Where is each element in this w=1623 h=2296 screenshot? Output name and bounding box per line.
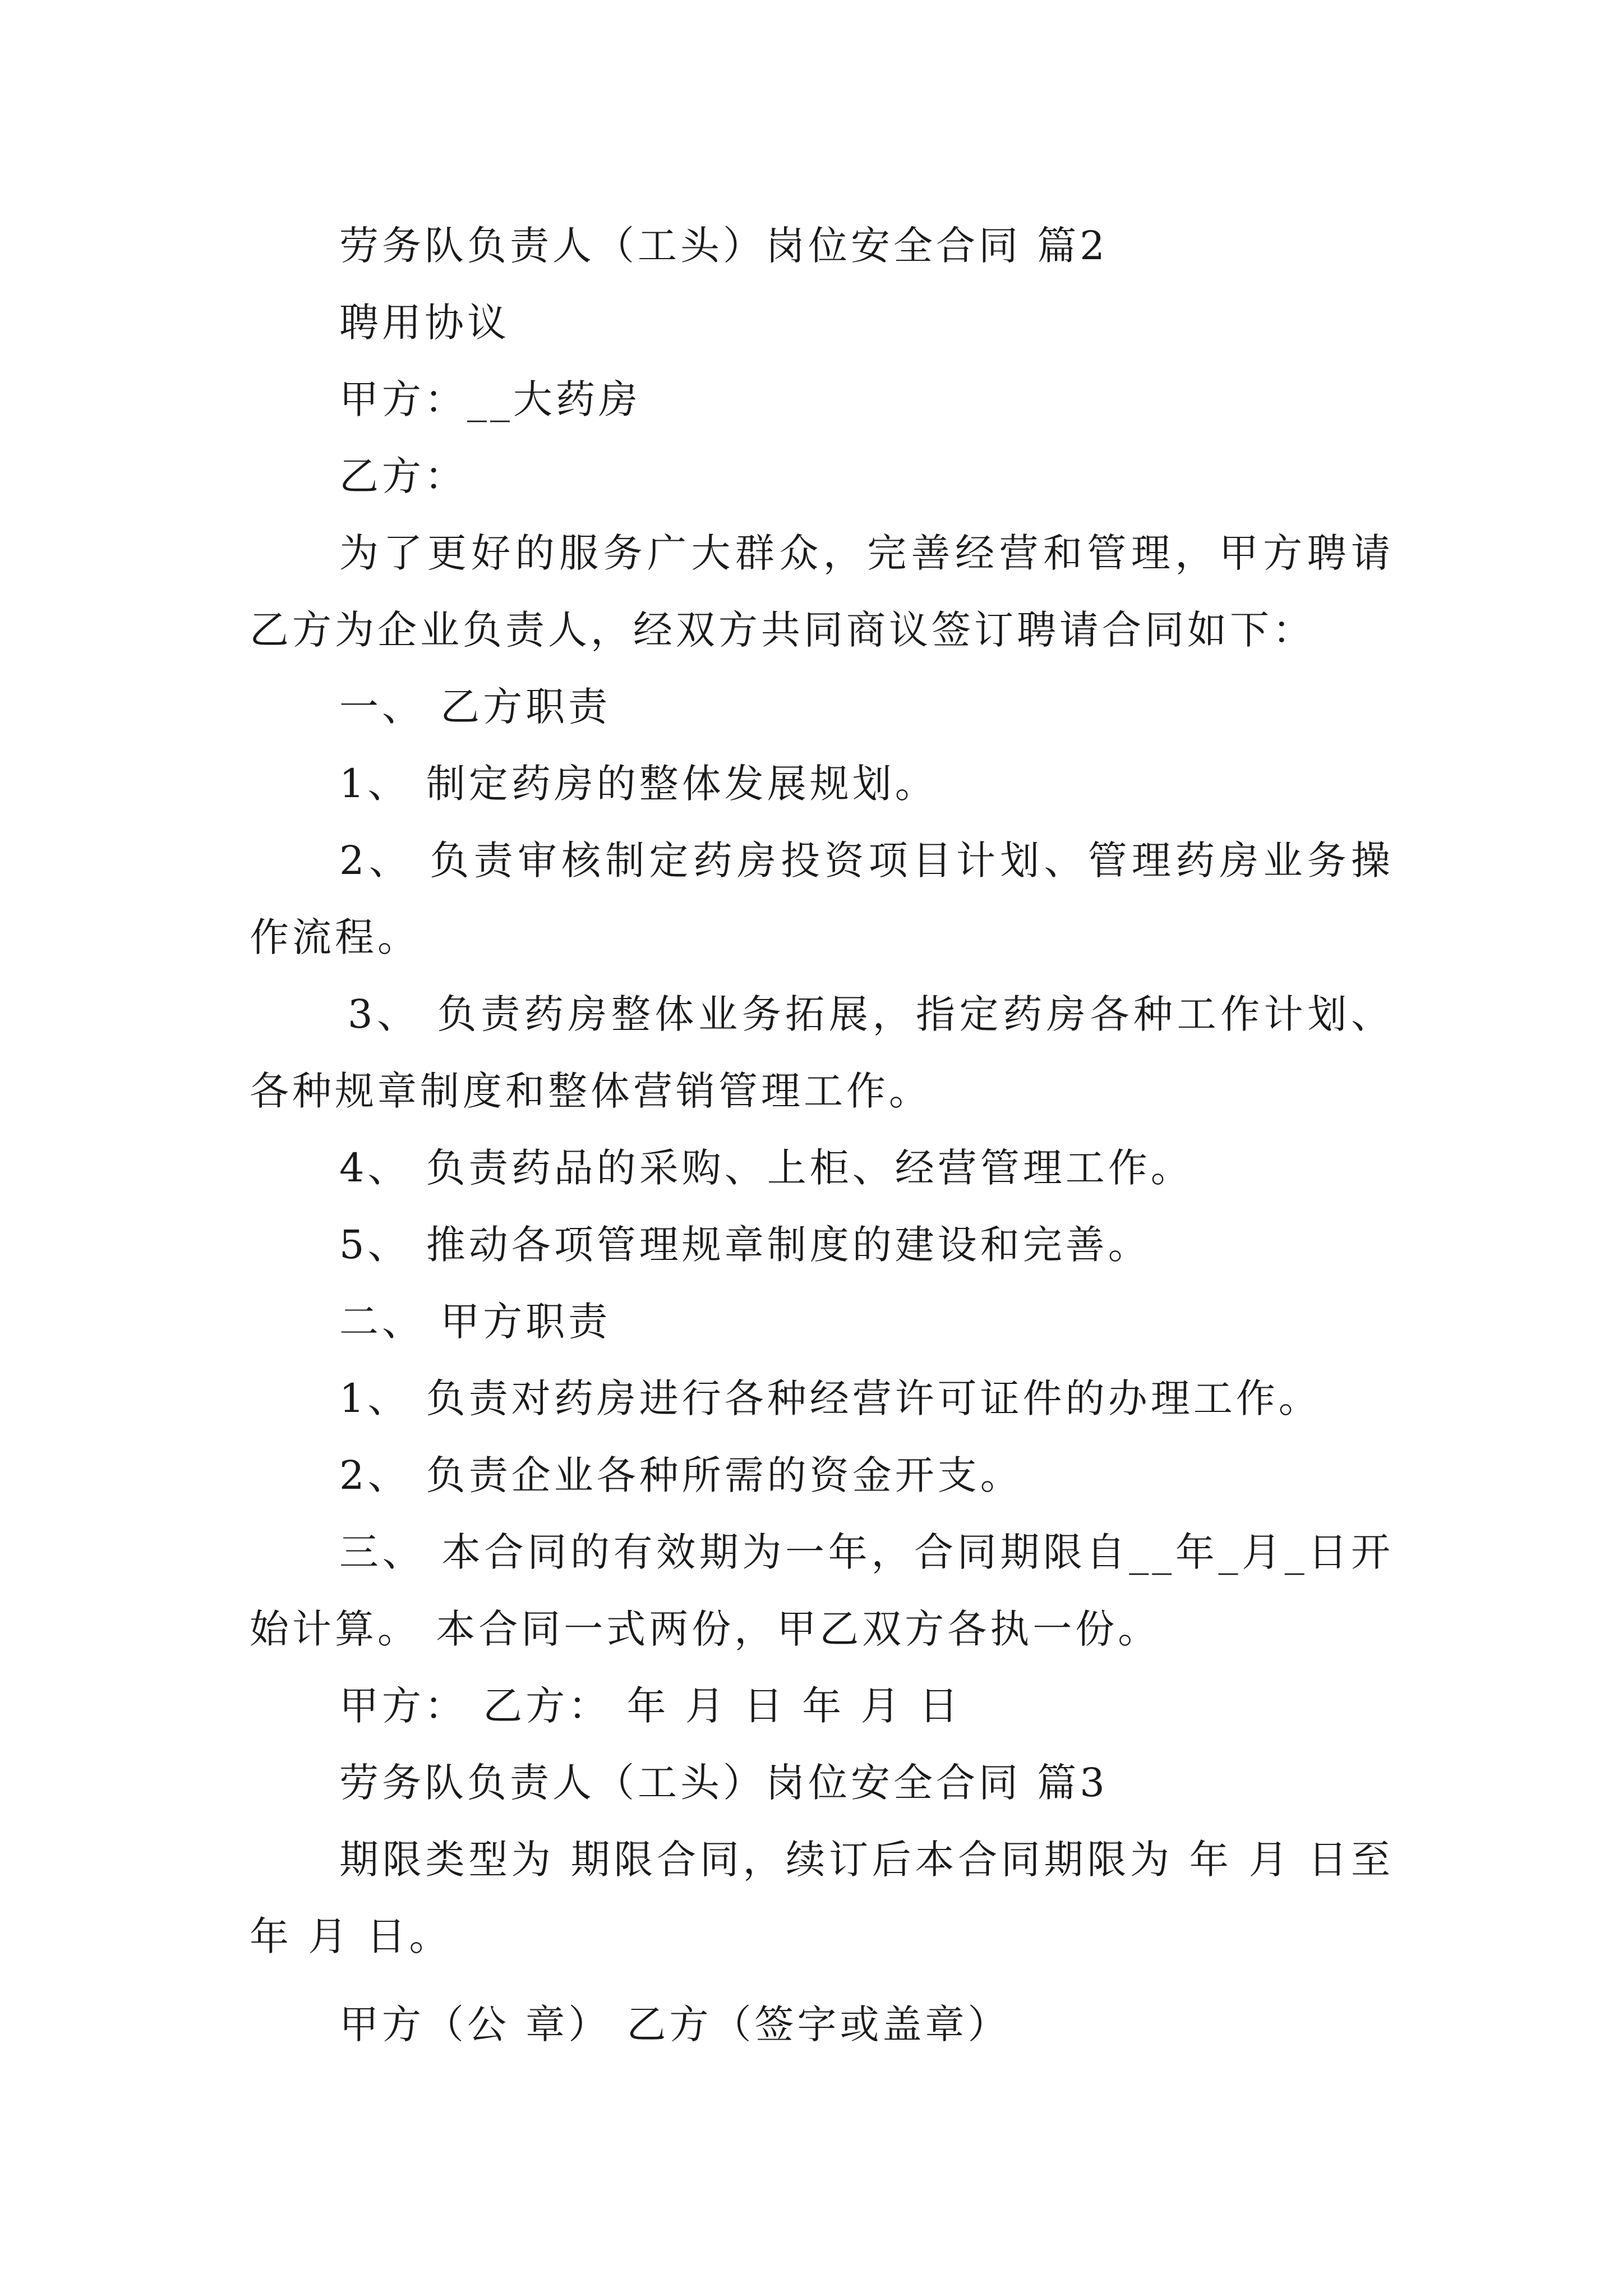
- signature-line: 甲方： 乙方： 年 月 日 年 月 日: [339, 1683, 962, 1729]
- section-2-item: 1、 负责对药房进行各种经营许可证件的办理工作。: [339, 1375, 1321, 1421]
- section-2-item: 2、 负责企业各种所需的资金开支。: [339, 1452, 1023, 1498]
- section-1-item: 1、 制定药房的整体发展规划。: [339, 761, 938, 807]
- section-1-item: 4、 负责药品的采购、上柜、经营管理工作。: [339, 1145, 1193, 1191]
- party-a-line: 甲方：__大药房: [339, 376, 641, 422]
- agreement-title: 聘用协议: [339, 300, 510, 346]
- section-1-item: 3、 负责药房整体业务拓展，指定药房各种工作计划、各种规章制度和整体营销管理工作。: [250, 991, 1394, 1114]
- section-2-title: 二、 甲方职责: [339, 1299, 611, 1345]
- section-1-item: 5、 推动各项管理规章制度的建设和完善。: [339, 1222, 1151, 1268]
- document-body: [250, 208, 1394, 2063]
- section-heading-2: 劳务队负责人（工头）岗位安全合同 篇2: [339, 223, 1108, 269]
- section-1-title: 一、 乙方职责: [339, 684, 611, 730]
- term-clause: 期限类型为 期限合同，续订后本合同期限为 年 月 日至 年 月 日。: [250, 1837, 1394, 1959]
- section-3-paragraph: 三、 本合同的有效期为一年，合同期限自__年_月_日开始计算。 本合同一式两份，甲乙双方各执一份。: [250, 1529, 1394, 1652]
- section-heading-3: 劳务队负责人（工头）岗位安全合同 篇3: [339, 1760, 1108, 1806]
- section-1-item: 2、 负责审核制定药房投资项目计划、管理药房业务操作流程。: [250, 838, 1394, 960]
- intro-paragraph: 为了更好的服务广大群众，完善经营和管理，甲方聘请乙方为企业负责人，经双方共同商议签订聘请合同如下：: [250, 530, 1394, 653]
- seal-line: 甲方（公 章） 乙方（签字或盖章）: [339, 2001, 1011, 2047]
- party-b-line: 乙方：: [339, 453, 467, 499]
